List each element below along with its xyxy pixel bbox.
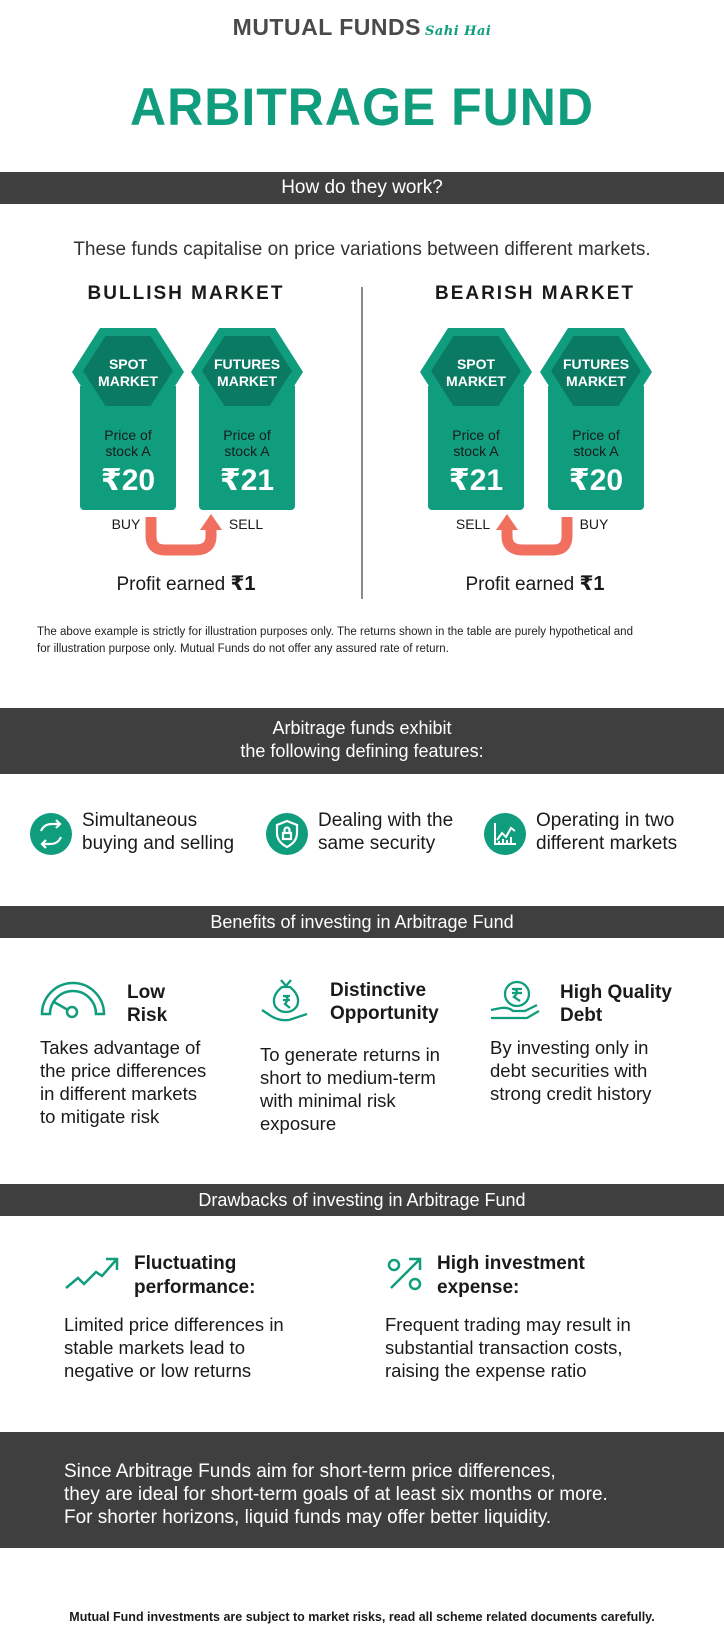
drawback-title: High investment expense: <box>437 1253 585 1298</box>
bullish-spot-card: SPOT MARKET Price of stock A ₹20 <box>80 328 176 510</box>
chart-icon <box>484 813 526 855</box>
page-title: ARBITRAGE FUND <box>130 77 594 137</box>
bullish-futures-action: SELL <box>228 516 264 532</box>
exchange-icon <box>30 813 72 855</box>
arrow-left-up-icon <box>488 512 578 562</box>
drawback-title: Fluctuating performance: <box>134 1253 256 1298</box>
price-value: ₹20 <box>568 464 624 497</box>
bullish-market-title: BULLISH MARKET <box>87 283 285 304</box>
feature-item: Operating in two different markets <box>484 809 704 859</box>
bearish-market-title: BEARISH MARKET <box>434 283 636 304</box>
bullish-profit: Profit earned ₹1 <box>116 573 256 595</box>
section-heading-benefits: Benefits of investing in Arbitrage Fund <box>0 906 724 938</box>
summary-box: Since Arbitrage Funds aim for short-term price differences, they are ideal for short-term goals of at least six months or more. For shorter horizons, liquid funds may offer better liquidity. <box>0 1432 724 1548</box>
bearish-futures-action: BUY <box>579 516 609 532</box>
drawback-text: Frequent trading may result in substantial transaction costs, raising the expense ratio <box>385 1314 631 1381</box>
price-value: ₹21 <box>448 464 504 497</box>
arrow-right-up-icon <box>140 512 230 562</box>
benefit-text: By investing only in debt securities with strong credit history <box>490 1037 652 1104</box>
illustration-note: The above example is strictly for illustration purposes only. The returns shown in the table are purely hypothetical and for illustration purpose only. Mutual Funds do not offer any assured rate of return. <box>37 626 633 655</box>
rupee-coin-hand-icon <box>489 978 543 1022</box>
bullish-futures-card: FUTURES MARKET Price of stock A ₹21 <box>199 328 295 510</box>
brand-tagline: Sahi Hai <box>424 24 492 39</box>
gauge-icon <box>38 980 108 1020</box>
benefit-title: High Quality Debt <box>560 982 672 1026</box>
bearish-spot-card: SPOT MARKET Price of stock A ₹21 <box>428 328 524 510</box>
brand-name: MUTUAL FUNDS <box>232 14 421 40</box>
bearish-spot-action: SELL <box>455 516 491 532</box>
section-divider <box>361 287 363 599</box>
price-value: ₹21 <box>219 464 275 497</box>
trend-up-icon <box>64 1254 122 1292</box>
bullish-spot-action: BUY <box>111 516 141 532</box>
brand-logo <box>0 14 724 41</box>
disclaimer: Mutual Fund investments are subject to market risks, read all scheme related documents carefully. <box>69 1610 655 1624</box>
bearish-futures-card: FUTURES MARKET Price of stock A ₹20 <box>548 328 644 510</box>
intro-text: These funds capitalise on price variations between different markets. <box>73 239 651 260</box>
benefit-title: Low Risk <box>127 982 168 1026</box>
price-value: ₹20 <box>100 464 156 497</box>
benefit-text: To generate returns in short to medium-term with minimal risk exposure <box>260 1044 440 1134</box>
feature-item: Dealing with the same security <box>266 809 476 859</box>
section-heading-how: How do they work? <box>0 172 724 204</box>
money-bag-hand-icon <box>259 974 313 1026</box>
percent-icon <box>385 1254 425 1294</box>
benefit-text: Takes advantage of the price differences in different markets to mitigate risk <box>40 1037 207 1127</box>
feature-item: Simultaneous buying and selling <box>30 809 250 859</box>
shield-icon <box>266 813 308 855</box>
drawback-text: Limited price differences in stable markets lead to negative or low returns <box>64 1314 284 1381</box>
bearish-profit: Profit earned ₹1 <box>465 573 605 595</box>
section-heading-features: Arbitrage funds exhibit the following defining features: <box>0 708 724 774</box>
benefit-title: Distinctive Opportunity <box>330 980 439 1024</box>
section-heading-drawbacks: Drawbacks of investing in Arbitrage Fund <box>0 1184 724 1216</box>
